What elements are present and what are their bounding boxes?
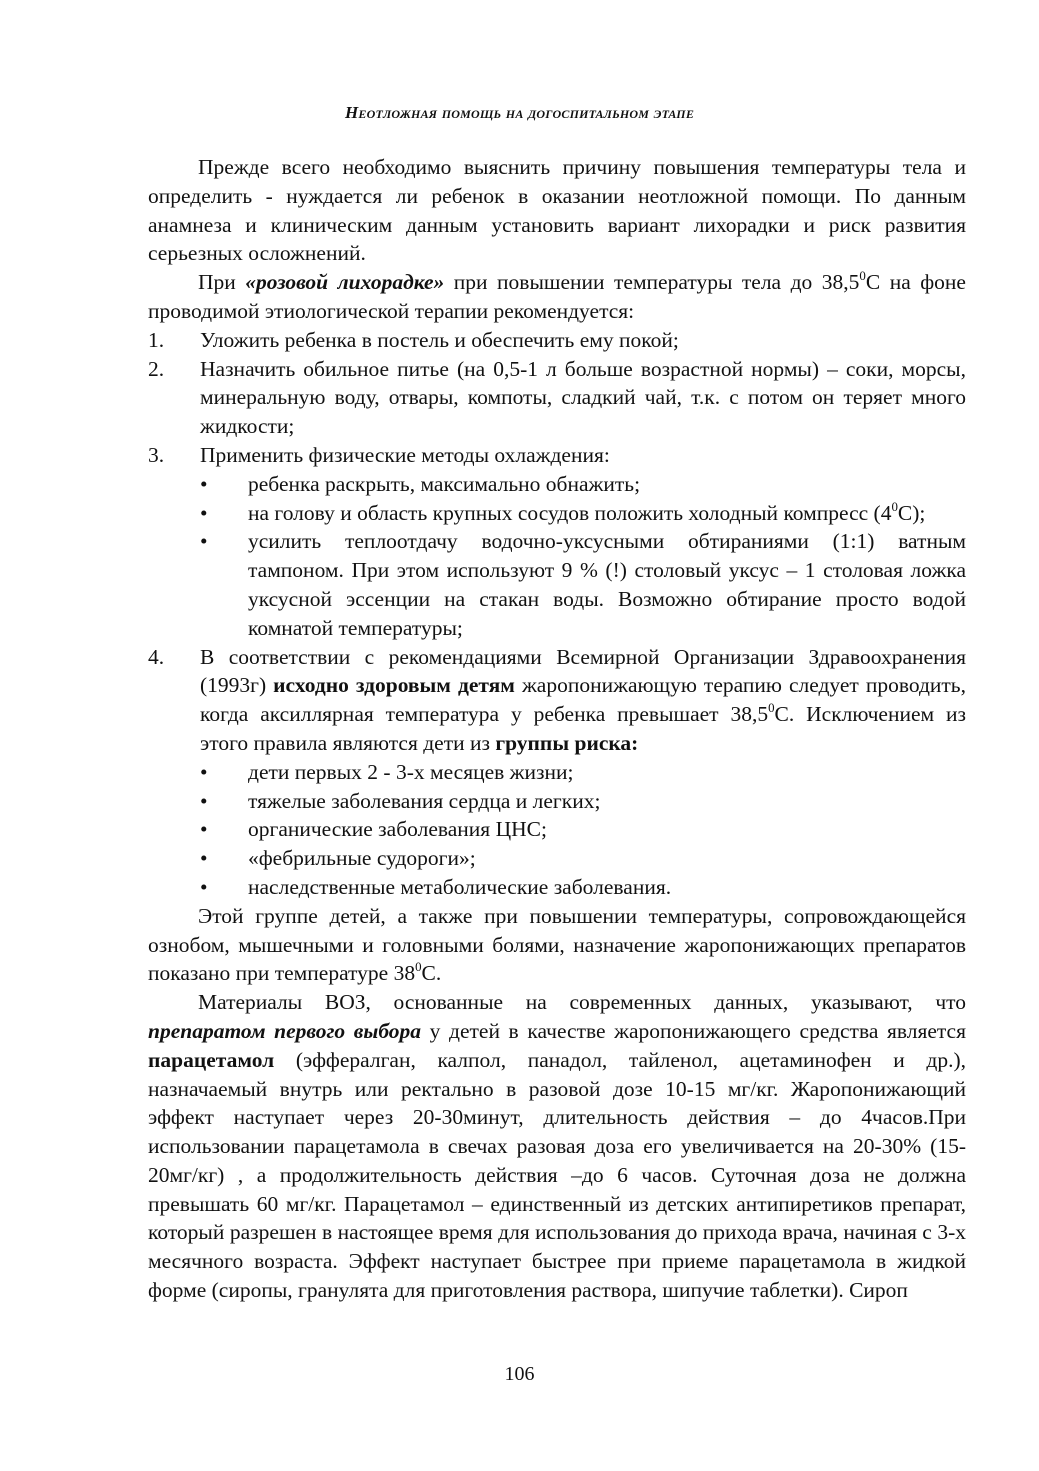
bullet-marker: • (200, 846, 208, 871)
list-number: 4. (148, 644, 165, 669)
bullet-marker: • (200, 817, 208, 842)
pink-fever-text-3: С на фоне проводимой этиологической терапии рекомендуется: (148, 270, 966, 323)
who-paragraph (148, 988, 966, 1305)
step4-bold-healthy-children: исходно здоровым детям (273, 673, 515, 698)
risk-paragraph-text: Этой группе детей, а также при повышении температуры, сопровождающейся ознобом, мышечными и головными болями, назначение жаропонижающих препаратов показано при температуре 38 (148, 903, 966, 986)
list-item-text: Назначить обильное питье (на 0,5-1 л больше возрастной нормы) – соки, морсы, минеральную воду, отвары, компоты, сладкий чай, т.к. с потом он теряет много жидкости; (200, 356, 966, 439)
bullet-marker: • (200, 500, 208, 525)
bullet-text: органические заболевания ЦНС; (248, 817, 547, 842)
list-number: 3. (148, 442, 165, 467)
bullet-text: дети первых 2 - 3-х месяцев жизни; (248, 759, 574, 784)
degree-superscript: 0 (891, 499, 898, 514)
bullet-marker: • (200, 759, 208, 784)
risk-bullet-5 (148, 873, 966, 902)
bullet-text: усилить теплоотдачу водочно-уксусными обтираниями (1:1) ватным тампоном. При этом используют 9 % (!) столовый уксус – 1 столовая ложка уксусной эссенции на стакан воды. Возможно обтирание просто водой комнатой температуры; (248, 529, 966, 640)
risk-bullet-2 (148, 787, 966, 816)
page-number: 106 (504, 1363, 535, 1385)
bullet-text: ребенка раскрыть, максимально обнажить; (248, 471, 641, 496)
bullet-text-end: С); (897, 500, 926, 525)
step4-bold-risk-group: группы риска: (495, 730, 639, 755)
bullet-text: наследственные метаболические заболевания. (248, 874, 672, 899)
intro-paragraph: Прежде всего необходимо выяснить причину повышения температуры тела и определить - нуждается ли ребенок в оказании неотложной помощи. По данным анамнеза и клиническим данным установить вариант лихорадки и риск развития серьезных осложнений. (148, 155, 966, 266)
bullet-marker: • (200, 788, 208, 813)
degree-superscript: 0 (768, 701, 775, 716)
risk-paragraph (148, 902, 966, 988)
cooling-bullet-1 (148, 470, 966, 499)
who-text-3: (эффералган, калпол, панадол, тайленол, ацетаминофен и др.), назначаемый внутрь или ректально в разовой дозе 10-15 мг/кг. Жаропонижающий эффект наступает через 20-30минут, длительность действия – до 4часов.При использовании парацетамола в свечах разовая доза его увеличивается на 20-30% (15-20мг/кг) , а продолжительность действия –до 6 часов. Суточная доза не должна превышать 60 мг/кг. Парацетамол – единственный из детских антипиретиков препарат, который разрешен в настоящее время для использования до прихода врача, начиная с 3-х месячного возраста. Эффект наступает быстрее при приеме парацетамола в жидкой форме (сиропы, гранулята для приготовления раствора, шипучие таблетки). Сироп (148, 1047, 966, 1303)
who-paracetamol: парацетамол (148, 1047, 275, 1072)
bullet-marker: • (200, 874, 208, 899)
section-heading: Неотложная помощь на догоспитальном этапе (344, 103, 695, 122)
bullet-text: «фебрильные судороги»; (248, 846, 476, 871)
risk-bullet-4 (148, 844, 966, 873)
degree-superscript: 0 (859, 269, 866, 284)
who-text-1: Материалы ВОЗ, основанные на современных данных, указывают, что (198, 990, 966, 1015)
list-item-2 (148, 355, 966, 441)
who-first-choice: препаратом первого выбора (148, 1018, 422, 1043)
list-item-4 (148, 643, 966, 758)
cooling-bullet-2 (148, 499, 966, 528)
list-number: 1. (148, 327, 165, 352)
list-item-1 (148, 326, 966, 355)
risk-paragraph-end: С. (421, 961, 442, 986)
pink-fever-text-2: при повышении температуры тела до 38,5 (444, 270, 860, 295)
list-item-text: Применить физические методы охлаждения: (200, 442, 610, 467)
bullet-text: на голову и область крупных сосудов положить холодный компресс (4 (248, 500, 892, 525)
bullet-marker: • (200, 529, 208, 554)
who-text-2: у детей в качестве жаропонижающего средства является (421, 1018, 966, 1043)
step4-text-3: С. Исключением из этого правила являются дети из (200, 702, 966, 755)
list-item-text: Уложить ребенка в постель и обеспечить ему покой; (200, 327, 679, 352)
pink-fever-term: «розовой лихорадке» (245, 270, 445, 295)
step4-text-2: жаропонижающую терапию следует проводить, когда аксиллярная температура у ребенка превышает 38,5 (200, 673, 966, 727)
risk-bullet-3 (148, 815, 966, 844)
pink-fever-text-1: При (198, 270, 246, 295)
cooling-bullet-3 (148, 527, 966, 642)
pink-fever-paragraph (148, 268, 966, 326)
risk-bullet-1 (148, 758, 966, 787)
bullet-marker: • (200, 471, 208, 496)
degree-superscript: 0 (415, 960, 422, 975)
step4-text-1: В соответствии с рекомендациями Всемирной Организации Здравоохранения (1993г) (200, 644, 966, 698)
document-body (148, 153, 966, 1305)
list-item-3 (148, 441, 966, 470)
list-number: 2. (148, 356, 165, 381)
bullet-text: тяжелые заболевания сердца и легких; (248, 788, 601, 813)
